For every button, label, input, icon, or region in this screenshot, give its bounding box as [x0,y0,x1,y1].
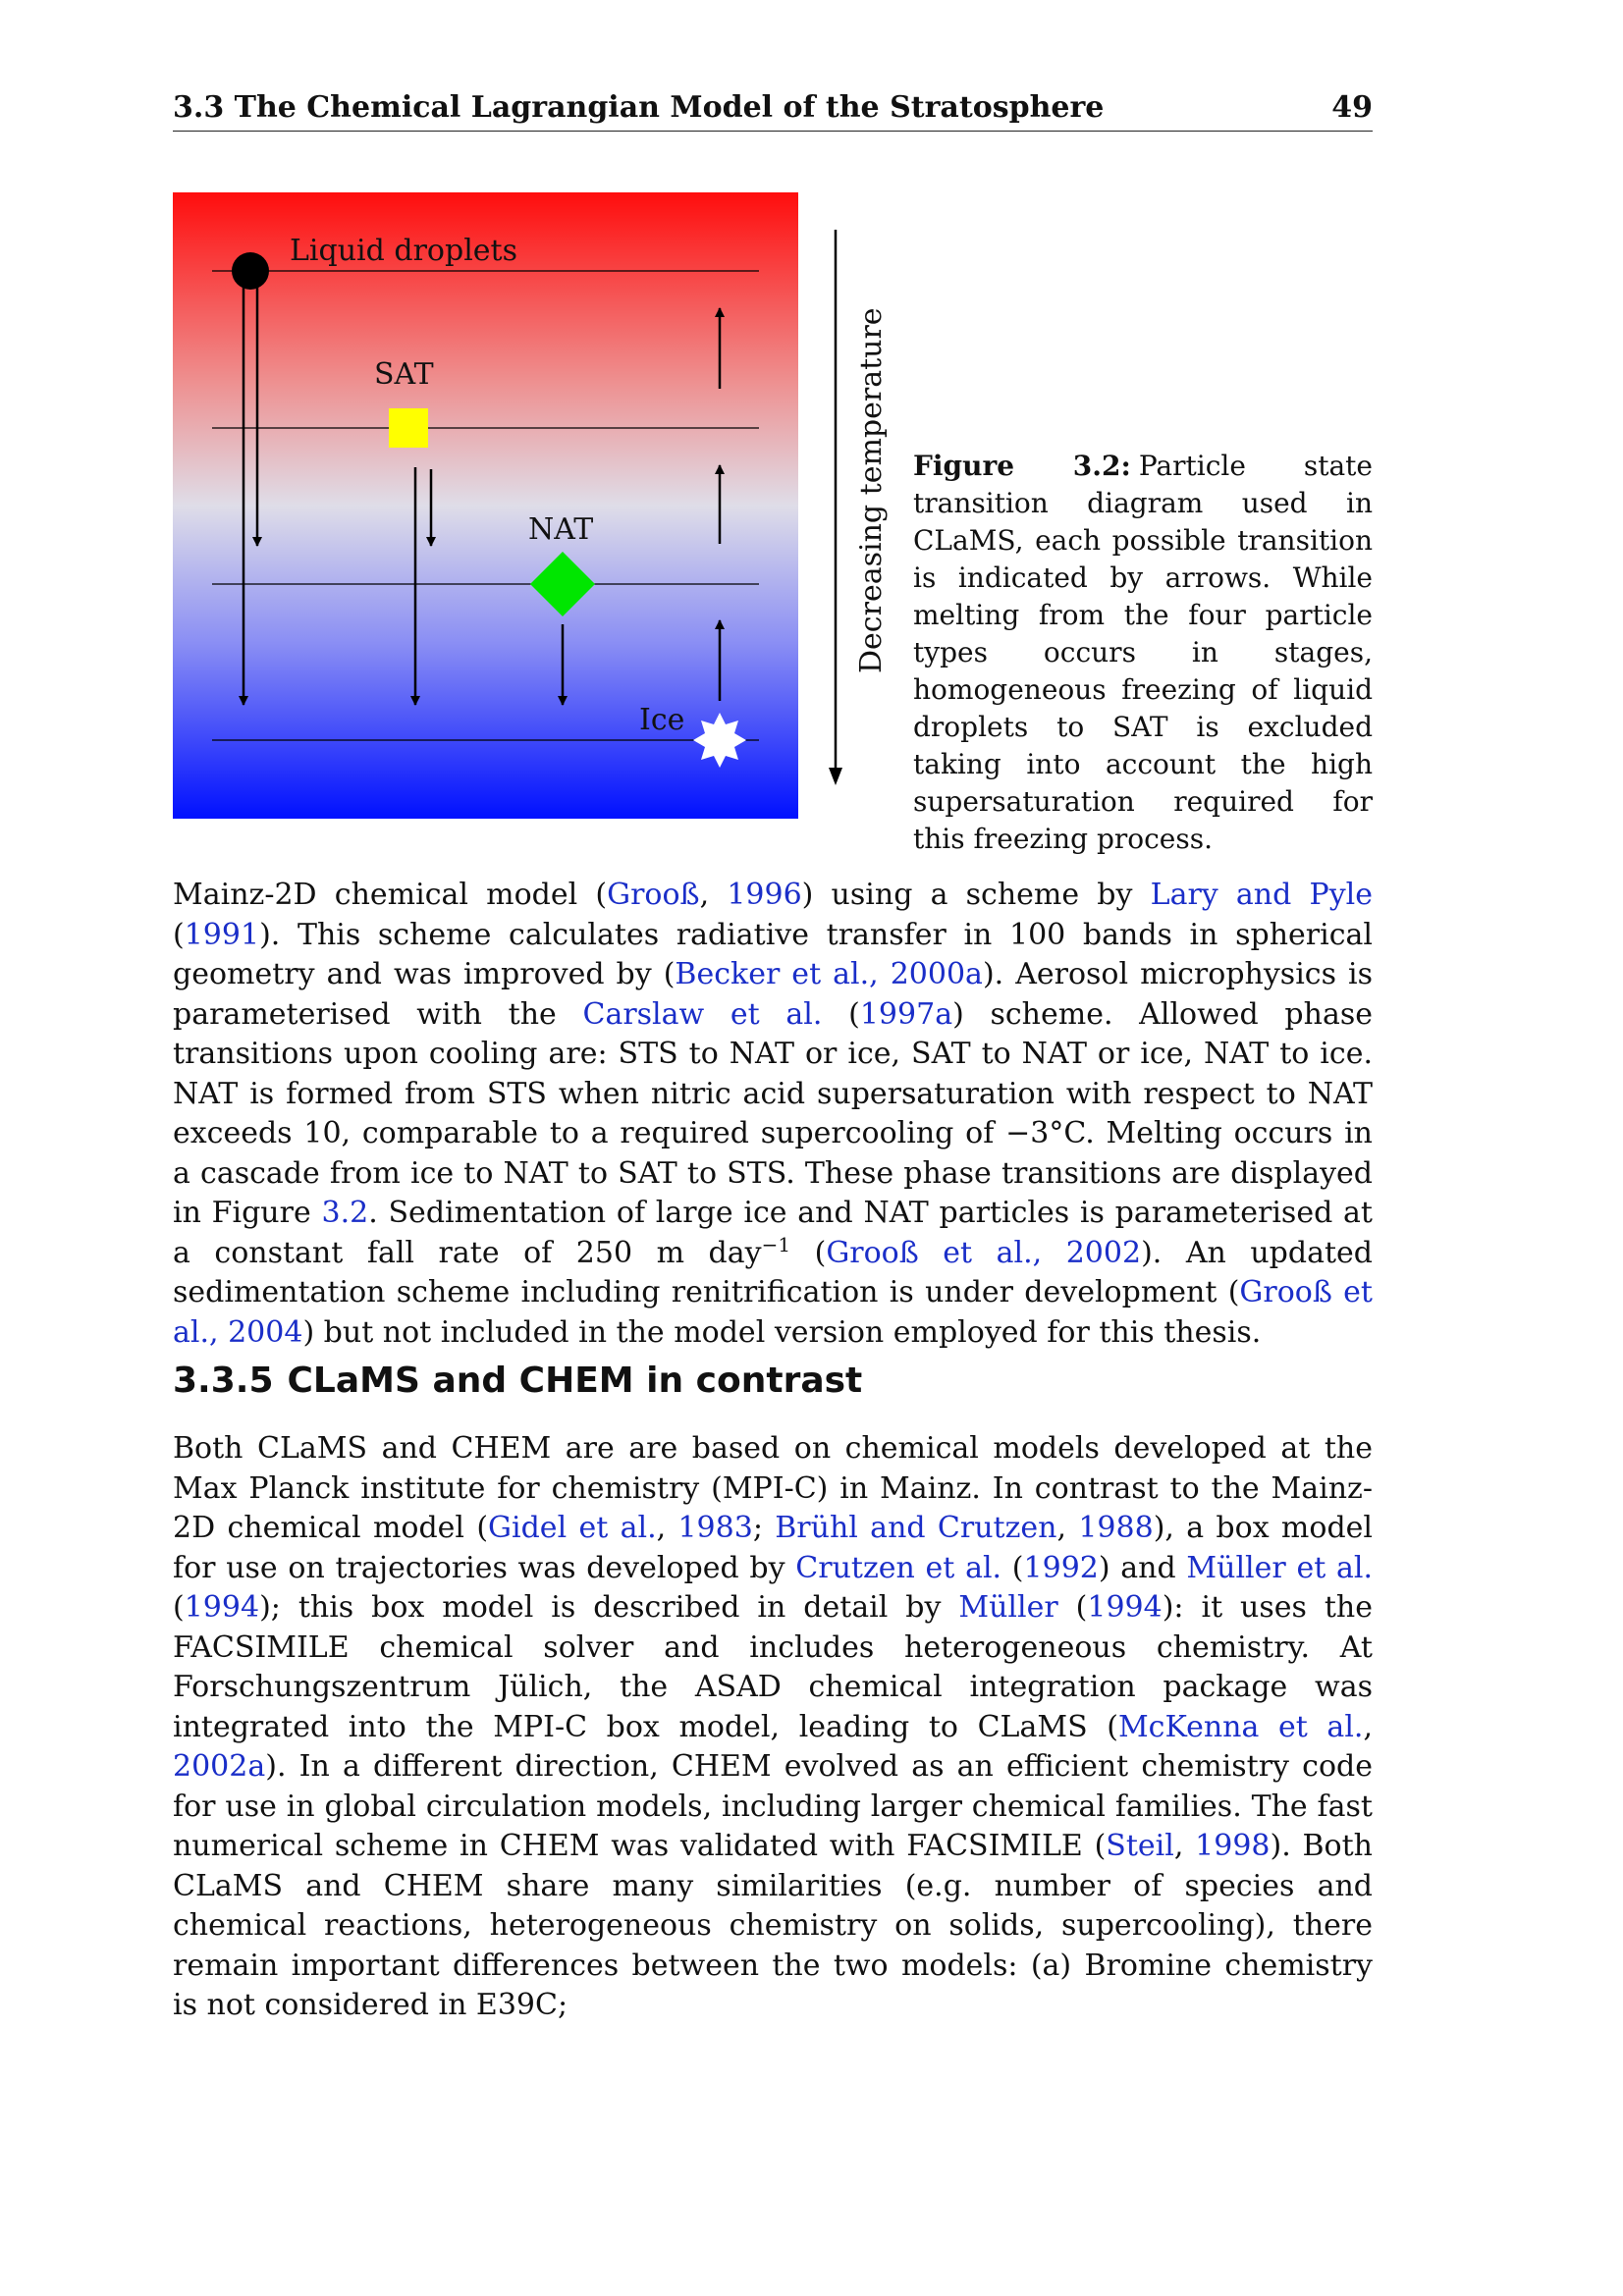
citation-link[interactable]: Becker et al., 2000a [675,957,983,991]
citation-link[interactable]: 1992 [1023,1550,1099,1585]
header-title: 3.3 The Chemical Lagrangian Model of the Stratosphere [173,90,1105,125]
citation-link[interactable]: Brühl and Crutzen [775,1511,1057,1545]
figure-caption-label: Figure 3.2: [913,450,1131,482]
running-head [173,90,1373,132]
sat-marker [389,408,428,448]
citation-link[interactable]: Lary and Pyle [1150,878,1373,912]
label-liquid-droplets: Liquid droplets [290,234,517,268]
figure-reference-link[interactable]: 3.2 [321,1196,369,1230]
exponent: −1 [761,1232,791,1256]
citation-link[interactable]: Carslaw et al. [582,996,823,1032]
citation-link[interactable]: 1983 [677,1511,753,1545]
citation-link[interactable]: 1998 [1195,1829,1271,1863]
section-number: 3.3.5 [173,1361,274,1401]
page-number: 49 [1331,90,1373,125]
citation-link[interactable]: 1994 [1087,1590,1163,1625]
section-title: CLaMS and CHEM in contrast [287,1361,863,1401]
citation-link[interactable]: 1991 [184,917,260,952]
paragraph-sedimentation: Mainz-2D chemical model (Grooß, 1996) using a scheme by Lary and Pyle (1991). This scheme calculates radiative transfer in 100 bands in spherical geometry and was improved by (Becker et al., 2000a). Aerosol microphysics is parameterised with the Carslaw et al. (1997a) scheme. Allowed phase transitions upon cooling are: STS to NAT or ice, SAT to NAT or ice, NAT to ice. NAT is formed from STS when nitric acid supersaturation with respect to NAT exceeds 10, comparable to a required supercooling of −3°C. Melting occurs in a cascade from ice to NAT to SAT to STS. These phase transitions are displayed in Figure 3.2. Sedimentation of large ice and NAT particles is parameterised at a constant fall rate of 250 m day$^{-1}$ (Grooß et al., 2002). An updated sedimentation scheme including renitrification is under development (Grooß et al., 2004) but not included in the model version employed for this thesis. [173,878,1373,1350]
citation-link[interactable]: 2002a [173,1749,266,1784]
ice-crystal-marker [693,713,746,768]
temperature-axis-arrow [821,230,850,789]
citation-link[interactable]: Grooß et al., 2004 [173,1275,1373,1350]
citation-link[interactable]: 1997a [859,996,953,1032]
citation-link[interactable]: Müller [958,1590,1058,1625]
figure-caption [913,448,1373,858]
state-level-lines [212,271,759,740]
phase-transition-diagram [173,192,798,819]
diagram-graphics [173,192,798,819]
liquid-droplet-marker [232,252,269,290]
citation-link[interactable]: 1996 [727,878,802,912]
label-sat: SAT [374,357,434,392]
citation-link[interactable]: Müller et al. [1186,1550,1373,1585]
label-nat: NAT [528,512,594,547]
figure-caption-text: Particle state transition diagram used in CLaMS, each possible transition is indicated by arrows. While melting from the four particle types occurs in stages, homogeneous freezing of liquid droplets to SAT is excluded taking into account the high supersaturation required for this freezing process. [913,450,1373,855]
citation-link[interactable]: McKenna et al. [1117,1709,1364,1744]
citation-link[interactable]: Grooß [607,878,700,912]
freezing-arrows [243,283,563,705]
citation-link[interactable]: Gidel et al. [488,1511,657,1545]
section-heading [173,1361,862,1401]
citation-link[interactable]: 1988 [1078,1511,1154,1545]
paragraph-clams-chem: Both CLaMS and CHEM are are based on chemical models developed at the Max Planck institute for chemistry (MPI-C) in Mainz. In contrast to the Mainz-2D chemical model (Gidel et al., 1983; Brühl and Crutzen, 1988), a box model for use on trajectories was developed by Crutzen et al. (1992) and Müller et al. (1994); this box model is described in detail by Müller (1994): it uses the FACSIMILE chemical solver and includes heterogeneous chemistry. At Forschungszentrum Jülich, the ASAD chemical integration package was integrated into the MPI-C box model, leading to CLaMS (McKenna et al., 2002a). In a different direction, CHEM evolved as an efficient chemistry code for use in global circulation models, including larger chemical families. The fast numerical scheme in CHEM was validated with FACSIMILE (Steil, 1998). Both CLaMS and CHEM share many similarities (e.g. number of species and chemical reactions, heterogeneous chemistry on solids, supercooling), there remain important differences between the two models: (a) Bromine chemistry is not considered in E39C; [173,1431,1373,2022]
label-ice: Ice [639,703,685,737]
nat-marker [530,552,595,616]
citation-link[interactable]: Steil [1106,1829,1174,1863]
citation-link[interactable]: Crutzen et al. [795,1550,1002,1585]
citation-link[interactable]: Grooß et al., 2002 [826,1235,1142,1270]
citation-link[interactable]: 1994 [184,1590,260,1625]
temperature-axis-label: Decreasing temperature [854,307,889,673]
